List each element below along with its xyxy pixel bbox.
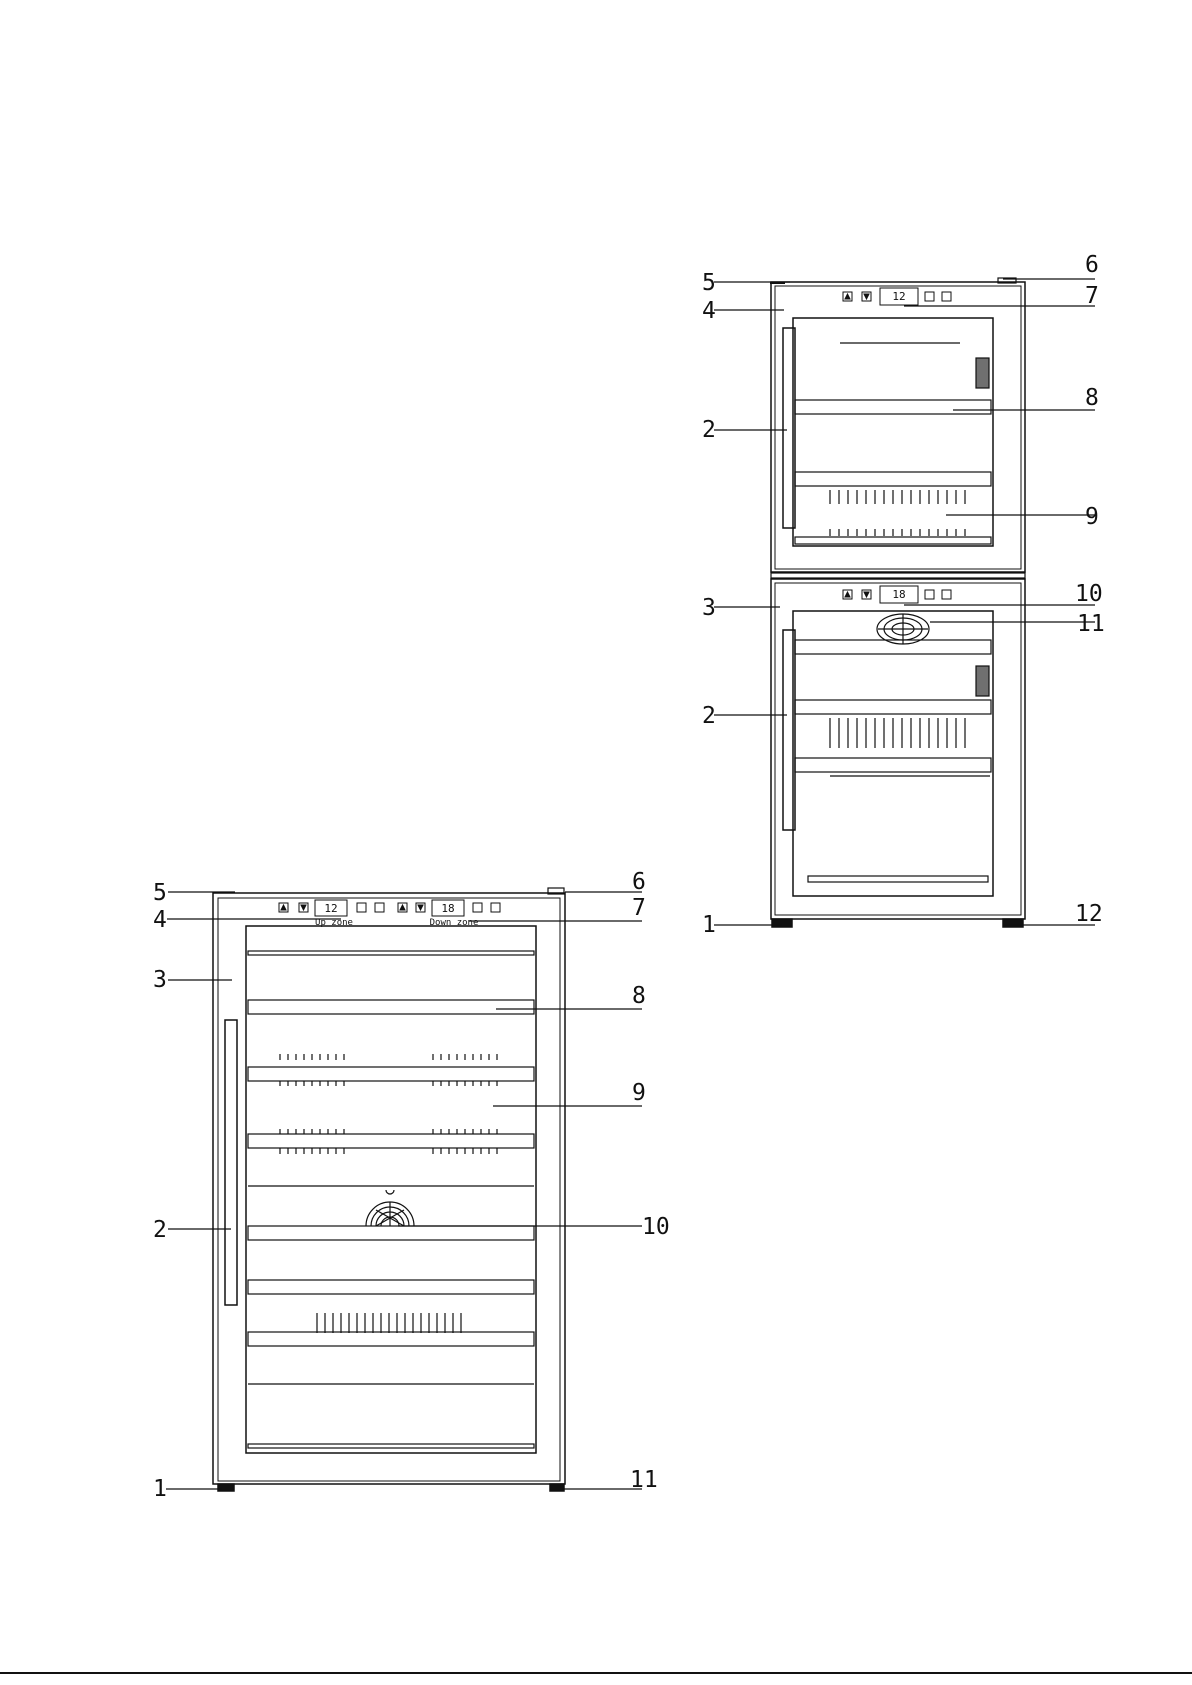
light-icon[interactable] [473,903,482,912]
callout-2: 2 [153,1217,167,1243]
callout-10: 10 [642,1214,670,1240]
shelf [248,1226,534,1240]
bottom-rail [248,1444,534,1448]
shelf [248,1000,534,1014]
callout-9: 9 [632,1080,646,1106]
glass-panel [246,926,536,1453]
shelves-a [248,951,534,1448]
callout-6: 6 [632,869,646,895]
display-value-down: 18 [441,902,455,915]
cabinet-separator [771,573,1025,578]
shelf [795,640,991,654]
callout-5: 5 [702,270,716,296]
callout-11: 11 [1077,611,1105,637]
upper-door-frame [775,286,1021,569]
shelf [248,1280,534,1294]
door-frame [218,898,560,1481]
shelf [248,1332,534,1346]
display-value-up: 12 [324,902,338,915]
power-icon[interactable] [942,590,951,599]
callout-4: 4 [153,907,167,933]
power-icon[interactable] [942,292,951,301]
shelf [795,758,991,772]
bottle-holder [976,666,989,696]
callout-2: 2 [702,703,716,729]
fan-icon [366,1190,414,1226]
lower-door-frame [775,583,1021,915]
bottom-rail [808,876,988,882]
callout-7: 7 [1085,283,1099,309]
zone-label-down: Down zone [429,918,479,928]
callout-3: 3 [153,967,167,993]
stacked-cabinet-unit [714,278,1095,927]
lower-shelves [795,640,991,882]
leveling-foot-right [550,1484,564,1491]
callout-10: 10 [1075,581,1103,607]
bottle-holder [976,358,989,388]
shelf [248,1067,534,1081]
shelf [248,951,534,955]
shelf [248,1134,534,1148]
shelf [795,472,991,486]
page-bottom-rule [0,1672,1192,1674]
callout-7: 7 [632,895,646,921]
upper-glass-panel [793,318,993,546]
cabinet-body [213,893,565,1484]
leveling-foot-right [1003,919,1023,927]
upper-shelves [795,343,991,544]
power-icon[interactable] [491,903,500,912]
control-panel-a [279,900,500,916]
lower-cabinet-body [771,579,1025,919]
leveling-foot-left [772,919,792,927]
callout-9: 9 [1085,504,1099,530]
single-cabinet-unit [166,888,642,1491]
light-icon[interactable] [925,590,934,599]
callout-4: 4 [702,298,716,324]
callout-11: 11 [630,1467,658,1493]
callout-12: 12 [1075,901,1103,927]
light-icon[interactable] [925,292,934,301]
callout-3: 3 [702,595,716,621]
shelf [795,400,991,414]
power-icon[interactable] [375,903,384,912]
display-value-upper: 12 [892,290,906,303]
upper-cabinet-body [771,282,1025,572]
door-handle [225,1020,237,1305]
fan-icon [877,614,929,644]
callout-5: 5 [153,880,167,906]
leveling-foot-left [218,1484,234,1491]
shelf [795,537,991,544]
callout-1: 1 [153,1476,167,1502]
display-value-lower: 18 [892,588,906,601]
callout-8: 8 [1085,385,1099,411]
shelf [795,700,991,714]
zone-label-up: Up zone [315,918,353,928]
light-icon[interactable] [357,903,366,912]
callout-2: 2 [702,417,716,443]
callout-1: 1 [702,912,716,938]
callout-6: 6 [1085,252,1099,278]
callout-8: 8 [632,983,646,1009]
